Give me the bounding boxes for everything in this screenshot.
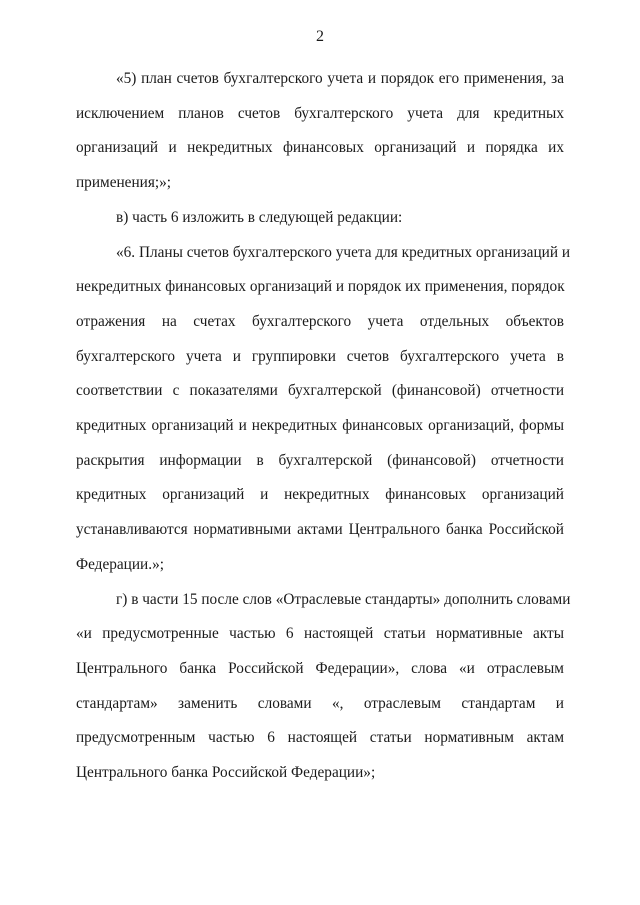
text-line: стандартам» заменить словами «, отраслевым стандартам и (76, 694, 564, 712)
text-line: «6. Планы счетов бухгалтерского учета для кредитных организаций и (116, 243, 571, 261)
paragraph-part-v (76, 201, 564, 236)
text-line: в) часть 6 изложить в следующей редакции: (116, 208, 403, 226)
text-line: Федерации.»; (76, 555, 164, 573)
text-line: г) в части 15 после слов «Отраслевые стандарты» дополнить словами (116, 590, 571, 608)
text-line: «5) план счетов бухгалтерского учета и порядок его применения, за (116, 70, 564, 87)
text-line: «и предусмотренные частью 6 настоящей статьи нормативные акты (76, 625, 564, 643)
text-line: бухгалтерского учета и группировки счетов бухгалтерского учета в (76, 347, 564, 365)
text-line: Центрального банка Российской Федерации», слова «и отраслевым (76, 659, 564, 677)
paragraph-item-5 (76, 62, 564, 201)
text-line: соответствии с показателями бухгалтерской (финансовой) отчетности (76, 382, 564, 400)
text-line: устанавливаются нормативными актами Центрального банка Российской (76, 521, 564, 539)
text-line: раскрытия информации в бухгалтерской (финансовой) отчетности (76, 451, 564, 469)
text-line: некредитных финансовых организаций и порядок их применения, порядок (76, 278, 565, 296)
paragraph-part-6 (76, 236, 571, 583)
text-line: кредитных организаций и некредитных финансовых организаций, формы (76, 417, 564, 435)
text-line: организаций и некредитных финансовых организаций и порядка их (76, 139, 564, 157)
text-line: исключением планов счетов бухгалтерского учета для кредитных (76, 104, 564, 122)
document-body (76, 62, 571, 791)
text-line: предусмотренным частью 6 настоящей статьи нормативным актам (76, 729, 564, 747)
page-number: 2 (316, 28, 324, 45)
text-line: Центрального банка Российской Федерации»; (76, 764, 376, 782)
text-line: применения;»; (76, 174, 172, 192)
text-line: отражения на счетах бухгалтерского учета отдельных объектов (76, 312, 564, 330)
paragraph-part-g (76, 583, 571, 791)
text-line: кредитных организаций и некредитных финансовых организаций (76, 486, 564, 504)
